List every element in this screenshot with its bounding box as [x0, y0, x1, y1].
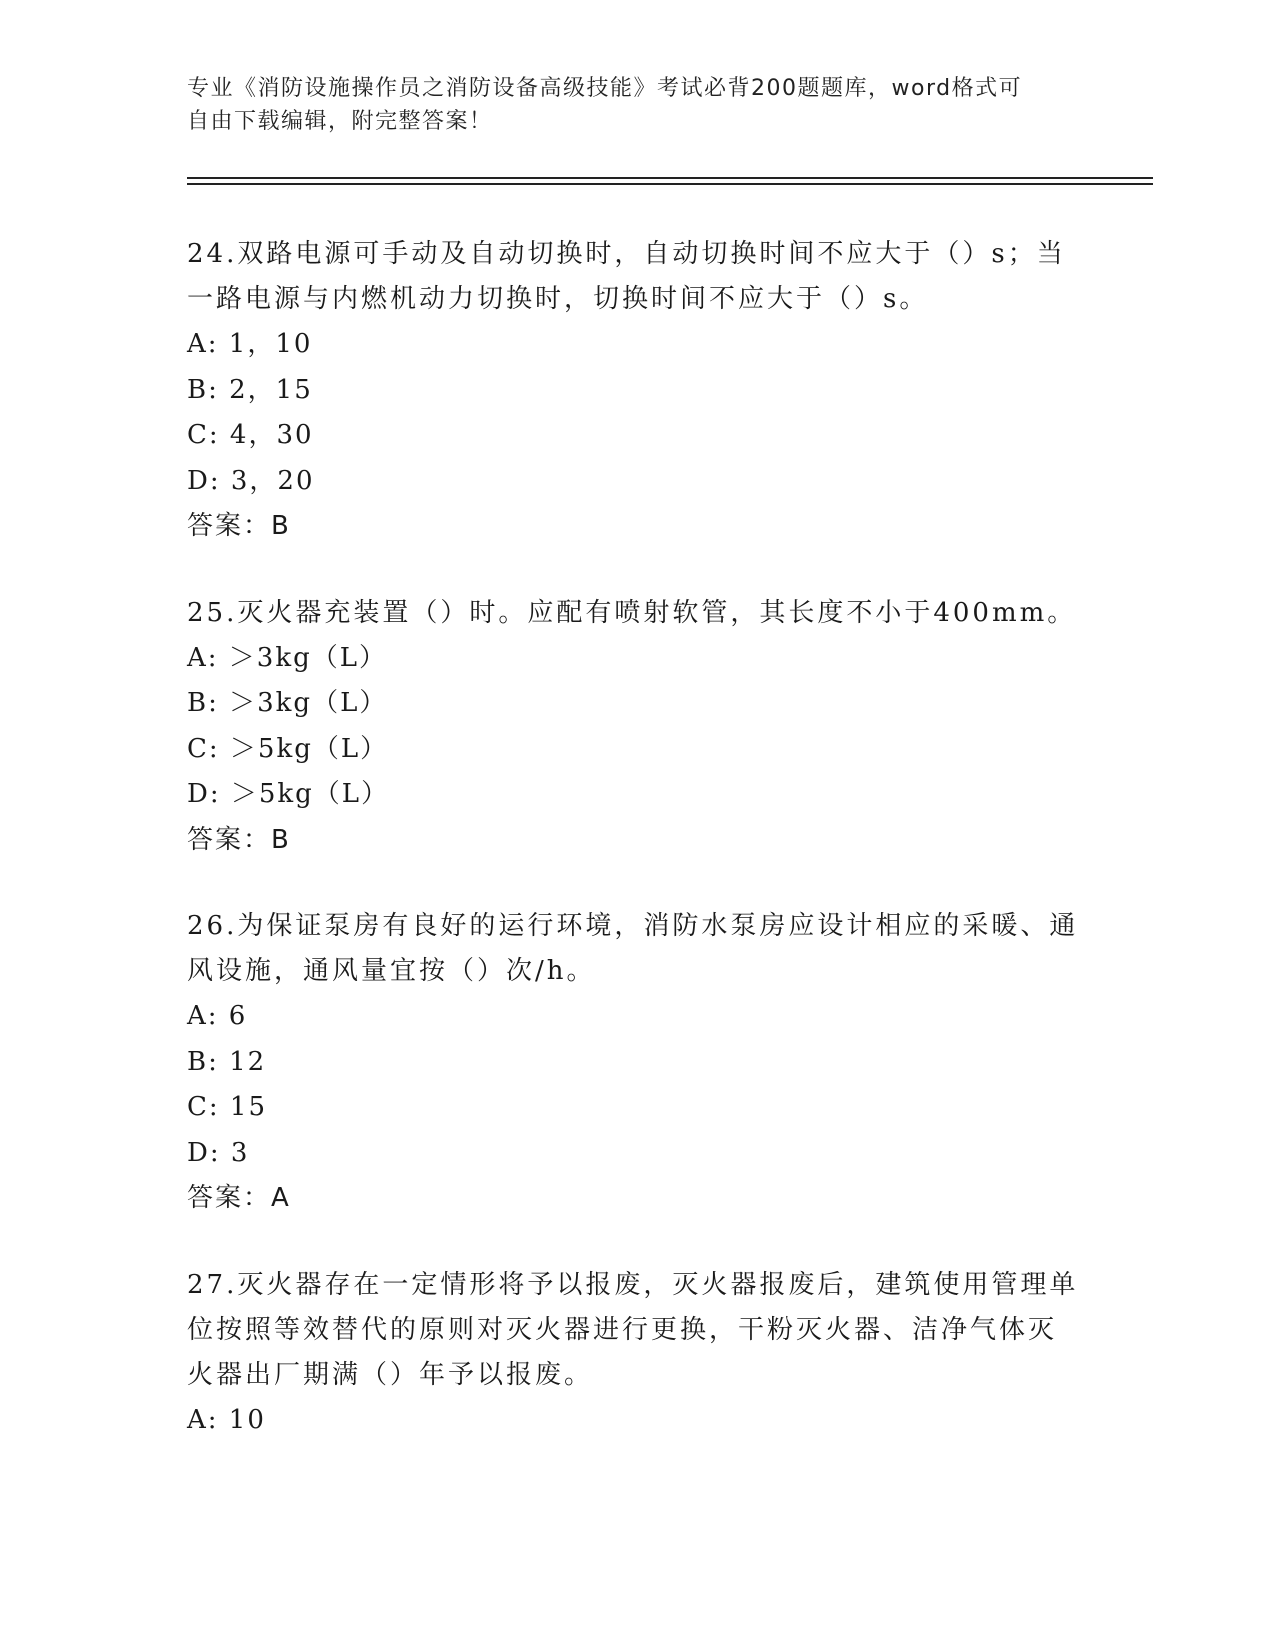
option-a: A: ＞3kg（L） [187, 642, 388, 673]
header-title-line-1: 专业《消防设施操作员之消防设备高级技能》考试必背200题题库，word格式可 [187, 76, 1023, 101]
question-text-line: 火器出厂期满（）年予以报废。 [187, 1359, 594, 1390]
option-c: C: 15 [187, 1092, 268, 1122]
question-27 [187, 1263, 1087, 1444]
question-text-line: 25.灭火器充装置（）时。应配有喷射软管，其长度不小于400mm。 [187, 597, 1077, 628]
question-text-line: 风设施，通风量宜按（）次/h。 [187, 956, 596, 986]
header-divider-bottom [187, 183, 1153, 185]
option-b: B: ＞3kg（L） [187, 688, 388, 718]
question-text-line: 位按照等效替代的原则对灭火器进行更换，干粉灭火器、洁净气体灭 [187, 1314, 1058, 1345]
option-c: C: ＞5kg（L） [187, 733, 389, 764]
option-d: D: ＞5kg（L） [187, 779, 390, 809]
answer-label: 答案：B [187, 511, 291, 541]
question-text-line: 一路电源与内燃机动力切换时，切换时间不应大于（）s。 [187, 284, 929, 314]
question-text-line: 24.双路电源可手动及自动切换时，自动切换时间不应大于（）s；当 [187, 239, 1066, 269]
option-b: B: 2，15 [187, 374, 313, 405]
option-a: A: 6 [187, 1001, 248, 1031]
question-text-line: 26.为保证泵房有良好的运行环境，消防水泵房应设计相应的采暖、通 [187, 911, 1079, 941]
option-b: B: 12 [187, 1046, 267, 1077]
option-a: A: 1，10 [187, 329, 313, 359]
header-divider-top [187, 177, 1153, 179]
option-d: D: 3 [187, 1137, 250, 1168]
question-26 [187, 904, 1087, 1222]
question-25 [187, 591, 1087, 864]
option-c: C: 4，30 [187, 420, 314, 450]
answer-label: 答案：B [187, 824, 291, 855]
document-header [187, 72, 1067, 138]
question-24 [187, 232, 1087, 550]
answer-label: 答案：A [187, 1183, 291, 1213]
header-title-line-2: 自由下载编辑，附完整答案！ [187, 109, 493, 134]
question-list [187, 232, 1087, 1484]
option-a: A: 10 [187, 1404, 266, 1435]
question-text-line: 27.灭火器存在一定情形将予以报废，灭火器报废后，建筑使用管理单 [187, 1269, 1079, 1300]
option-d: D: 3，20 [187, 465, 315, 496]
